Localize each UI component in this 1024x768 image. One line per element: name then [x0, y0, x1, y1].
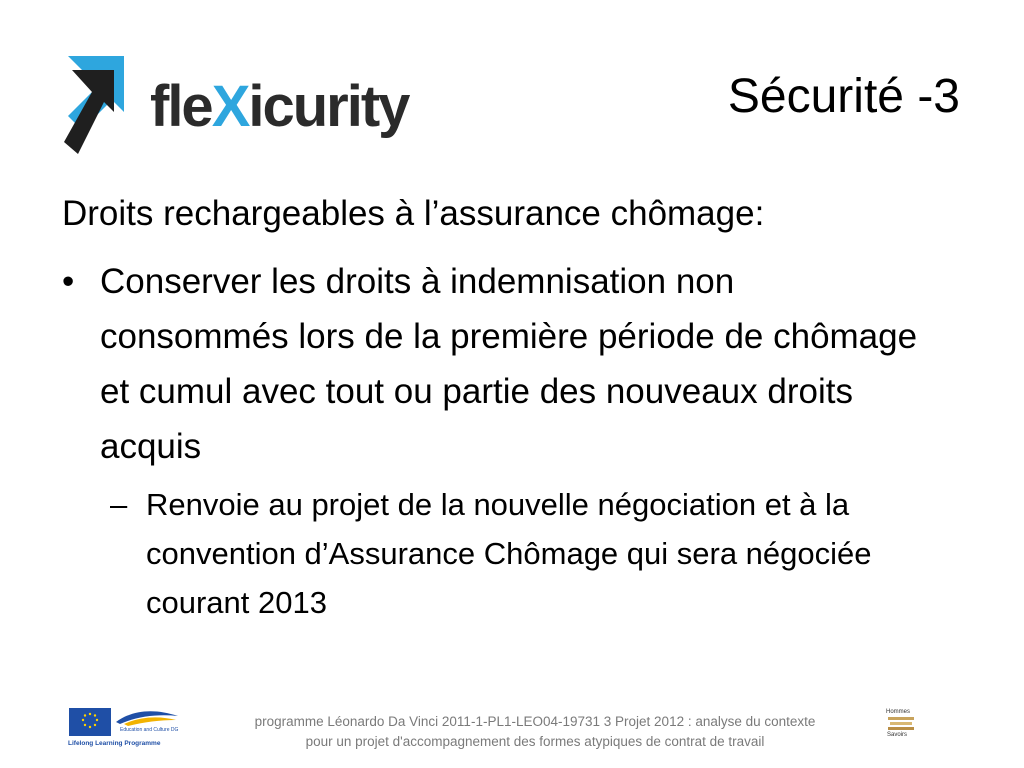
flexicurity-logo — [62, 50, 407, 162]
eu-flag-icon — [69, 708, 111, 736]
flexicurity-arrow-icon — [62, 50, 142, 162]
sub-bullet-marker: – — [110, 487, 128, 522]
intro-text: Droits rechargeables à l’assurance chômage: — [62, 194, 765, 233]
footer-text — [205, 712, 865, 752]
savoirs-label: Savoirs — [887, 732, 908, 738]
swoosh-icon — [114, 706, 180, 728]
slide-title: Sécurité -3 — [727, 70, 960, 123]
lifelong-learning-label: Lifelong Learning Programme — [68, 740, 161, 747]
hommes-savoirs-emblem-icon — [884, 708, 920, 744]
edu-culture-tagline: Education and Culture DG — [120, 727, 179, 733]
footer-line-2: pour un projet d'accompagnement des formes atypiques de contrat de travail — [305, 734, 765, 749]
hommes-savoirs-logo — [884, 708, 920, 744]
sub-bullet-item — [110, 480, 940, 627]
hommes-label: Hommes — [886, 709, 911, 715]
footer-line-1: programme Léonardo Da Vinci 2011-1-PL1-LEO04-19731 3 Projet 2012 : analyse du contexte — [254, 714, 816, 729]
flexicurity-wordmark: fleXicurity — [150, 74, 409, 139]
bullet-item — [62, 254, 922, 474]
bullet-marker: • — [62, 262, 75, 301]
sub-bullet-text: Renvoie au projet de la nouvelle négociation et à la convention d’Assurance Chômage qui sera négociée courant 2013 — [146, 487, 872, 620]
lifelong-learning-logo — [66, 706, 186, 751]
bullet-text: Conserver les droits à indemnisation non consommés lors de la première période de chômage et cumul avec tout ou partie des nouveaux droits acquis — [100, 262, 918, 466]
